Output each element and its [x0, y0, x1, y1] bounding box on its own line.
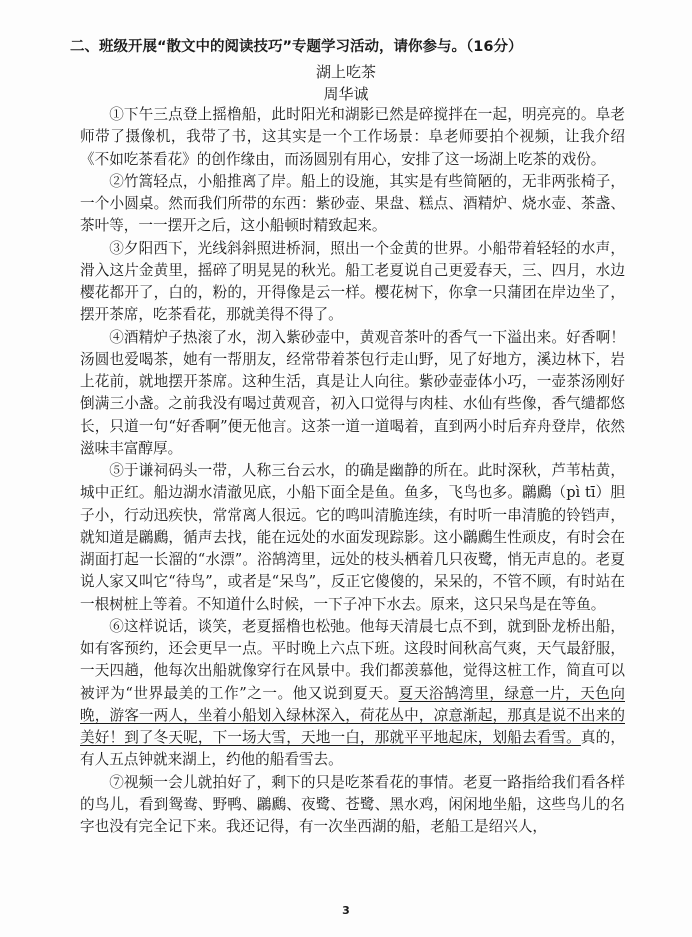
- question-heading: 二、班级开展“散文中的阅读技巧”专题学习活动，请你参与。（16分）: [70, 39, 523, 55]
- essay-author: 周华诚: [323, 85, 369, 103]
- paragraph-2: ②竹篙轻点，小船推离了岸。船上的设施，其实是有些简陋的，无非两张椅子，一个小圆桌。然而我们所带的东西：紫砂壶、果盘、糕点、酒精炉、烧水壶、茶盏、茶叶等，一一摆开之后，这小船顿时精致起来。: [80, 172, 625, 235]
- essay-body: [80, 104, 625, 838]
- paragraph-4: ④酒精炉子热滚了水，沏入紫砂壶中，黄观音茶叶的香气一下溢出来。好香啊！汤圆也爱喝茶，她有一帮朋友，经常带着茶包行走山野，见了好地方，溪边林下，岩上花前，就地摆开茶席。这种生活，真是让人向往。紫砂壶壶体小巧，一壶茶汤刚好倒满三小盏。之前我没有喝过黄观音，初入口觉得与肉桂、水仙有些像，香气缱都悠长，只道一句“好香啊”便无他言。这茶一道一道喝着，直到两小时后弃舟登岸，依然滋味丰富醇厚。: [80, 328, 625, 457]
- paragraph-1: ①下午三点登上摇橹船，此时阳光和湖影已然是碎搅拌在一起，明亮亮的。阜老师带了摄像机，我带了书，这其实是一个工作场景：阜老师要拍个视频，让我介绍《不如吃茶看花》的创作缘由，而汤圆别有用心，安排了这一场湖上吃茶的戏份。: [80, 106, 625, 168]
- underlined-passage: 夏天浴鹄湾里，绿意一片，天色向晚，游客一两人，坐着小船划入绿林深入，荷花丛中，凉意渐起，那真是说不出来的美好！到了冬天呢，下一场大雪，天地一白，那就平平地起床，划船去看雪。: [80, 684, 625, 746]
- page-number: 3: [342, 904, 350, 917]
- paragraph-6-text: ⑥这样说话，谈笑，老夏摇橹也松弛。他每天清晨七点不到，就到卧龙桥出船，如有客预约，还会更早一点。平时晚上六点下班。这段时间秋高气爽，天气最舒服，一天四趟，他每次出船就像穿行在风景中。我们都羡慕他，觉得这桩工作，简直可以被评为“世界最美的工作”之一。他又说到夏天。: [80, 617, 625, 702]
- paragraph-7: ⑦视频一会儿就拍好了，剩下的只是吃茶看花的事情。老夏一路指给我们看各样的鸟儿，看到鸳鸯、野鸭、鸊鷉、夜鹭、苍鹭、黑水鸡，闲闲地坐船，这些鸟儿的名字也没有完全记下来。我还记得，有一次坐西湖的船，老船工是绍兴人，: [80, 773, 625, 835]
- essay-title: 湖上吃茶: [315, 63, 376, 81]
- paragraph-5: ⑤于谦祠码头一带，人称三台云水，的确是幽静的所在。此时深秋，芦苇枯黄，城中正红。船边湖水清澈见底，小船下面全是鱼。鱼多，飞鸟也多。鸊鷉（pì tī）胆子小，行动迅疾快，常常离人很远。它的鸣叫清脆连续，有时听一串清脆的铃铛声，就知道是鸊鷉，循声去找，能在远处的水面发现踪影。这小鸊鷉生性顽皮，有时会在湖面打起一长溜的“水漂”。浴鹄湾里，远处的枝头栖着几只夜鹭，悄无声息的。老夏说人家又叫它“待鸟”，或者是“呆鸟”，反正它傻傻的，呆呆的，不管不顾，有时站在一根树桩上等着。不知道什么时候，一下子冲下水去。原来，这只呆鸟是在等鱼。: [80, 462, 625, 613]
- paragraph-6-ending: 真的，有人五点钟就来湖上，约他的船看雪去。: [80, 729, 625, 769]
- paragraph-6: [80, 616, 625, 772]
- paragraph-3: ③夕阳西下，光线斜斜照进桥洞，照出一个金黄的世界。小船带着轻轻的水声，滑入这片金黄里，摇碎了明晃晃的秋光。船工老夏说自己更爱春天，三、四月，水边樱花都开了，白的，粉的，开得像是云一样。樱花树下，你拿一只蒲团在岸边坐了，摆开茶席，吃茶看花，那就美得不得了。: [80, 239, 625, 324]
